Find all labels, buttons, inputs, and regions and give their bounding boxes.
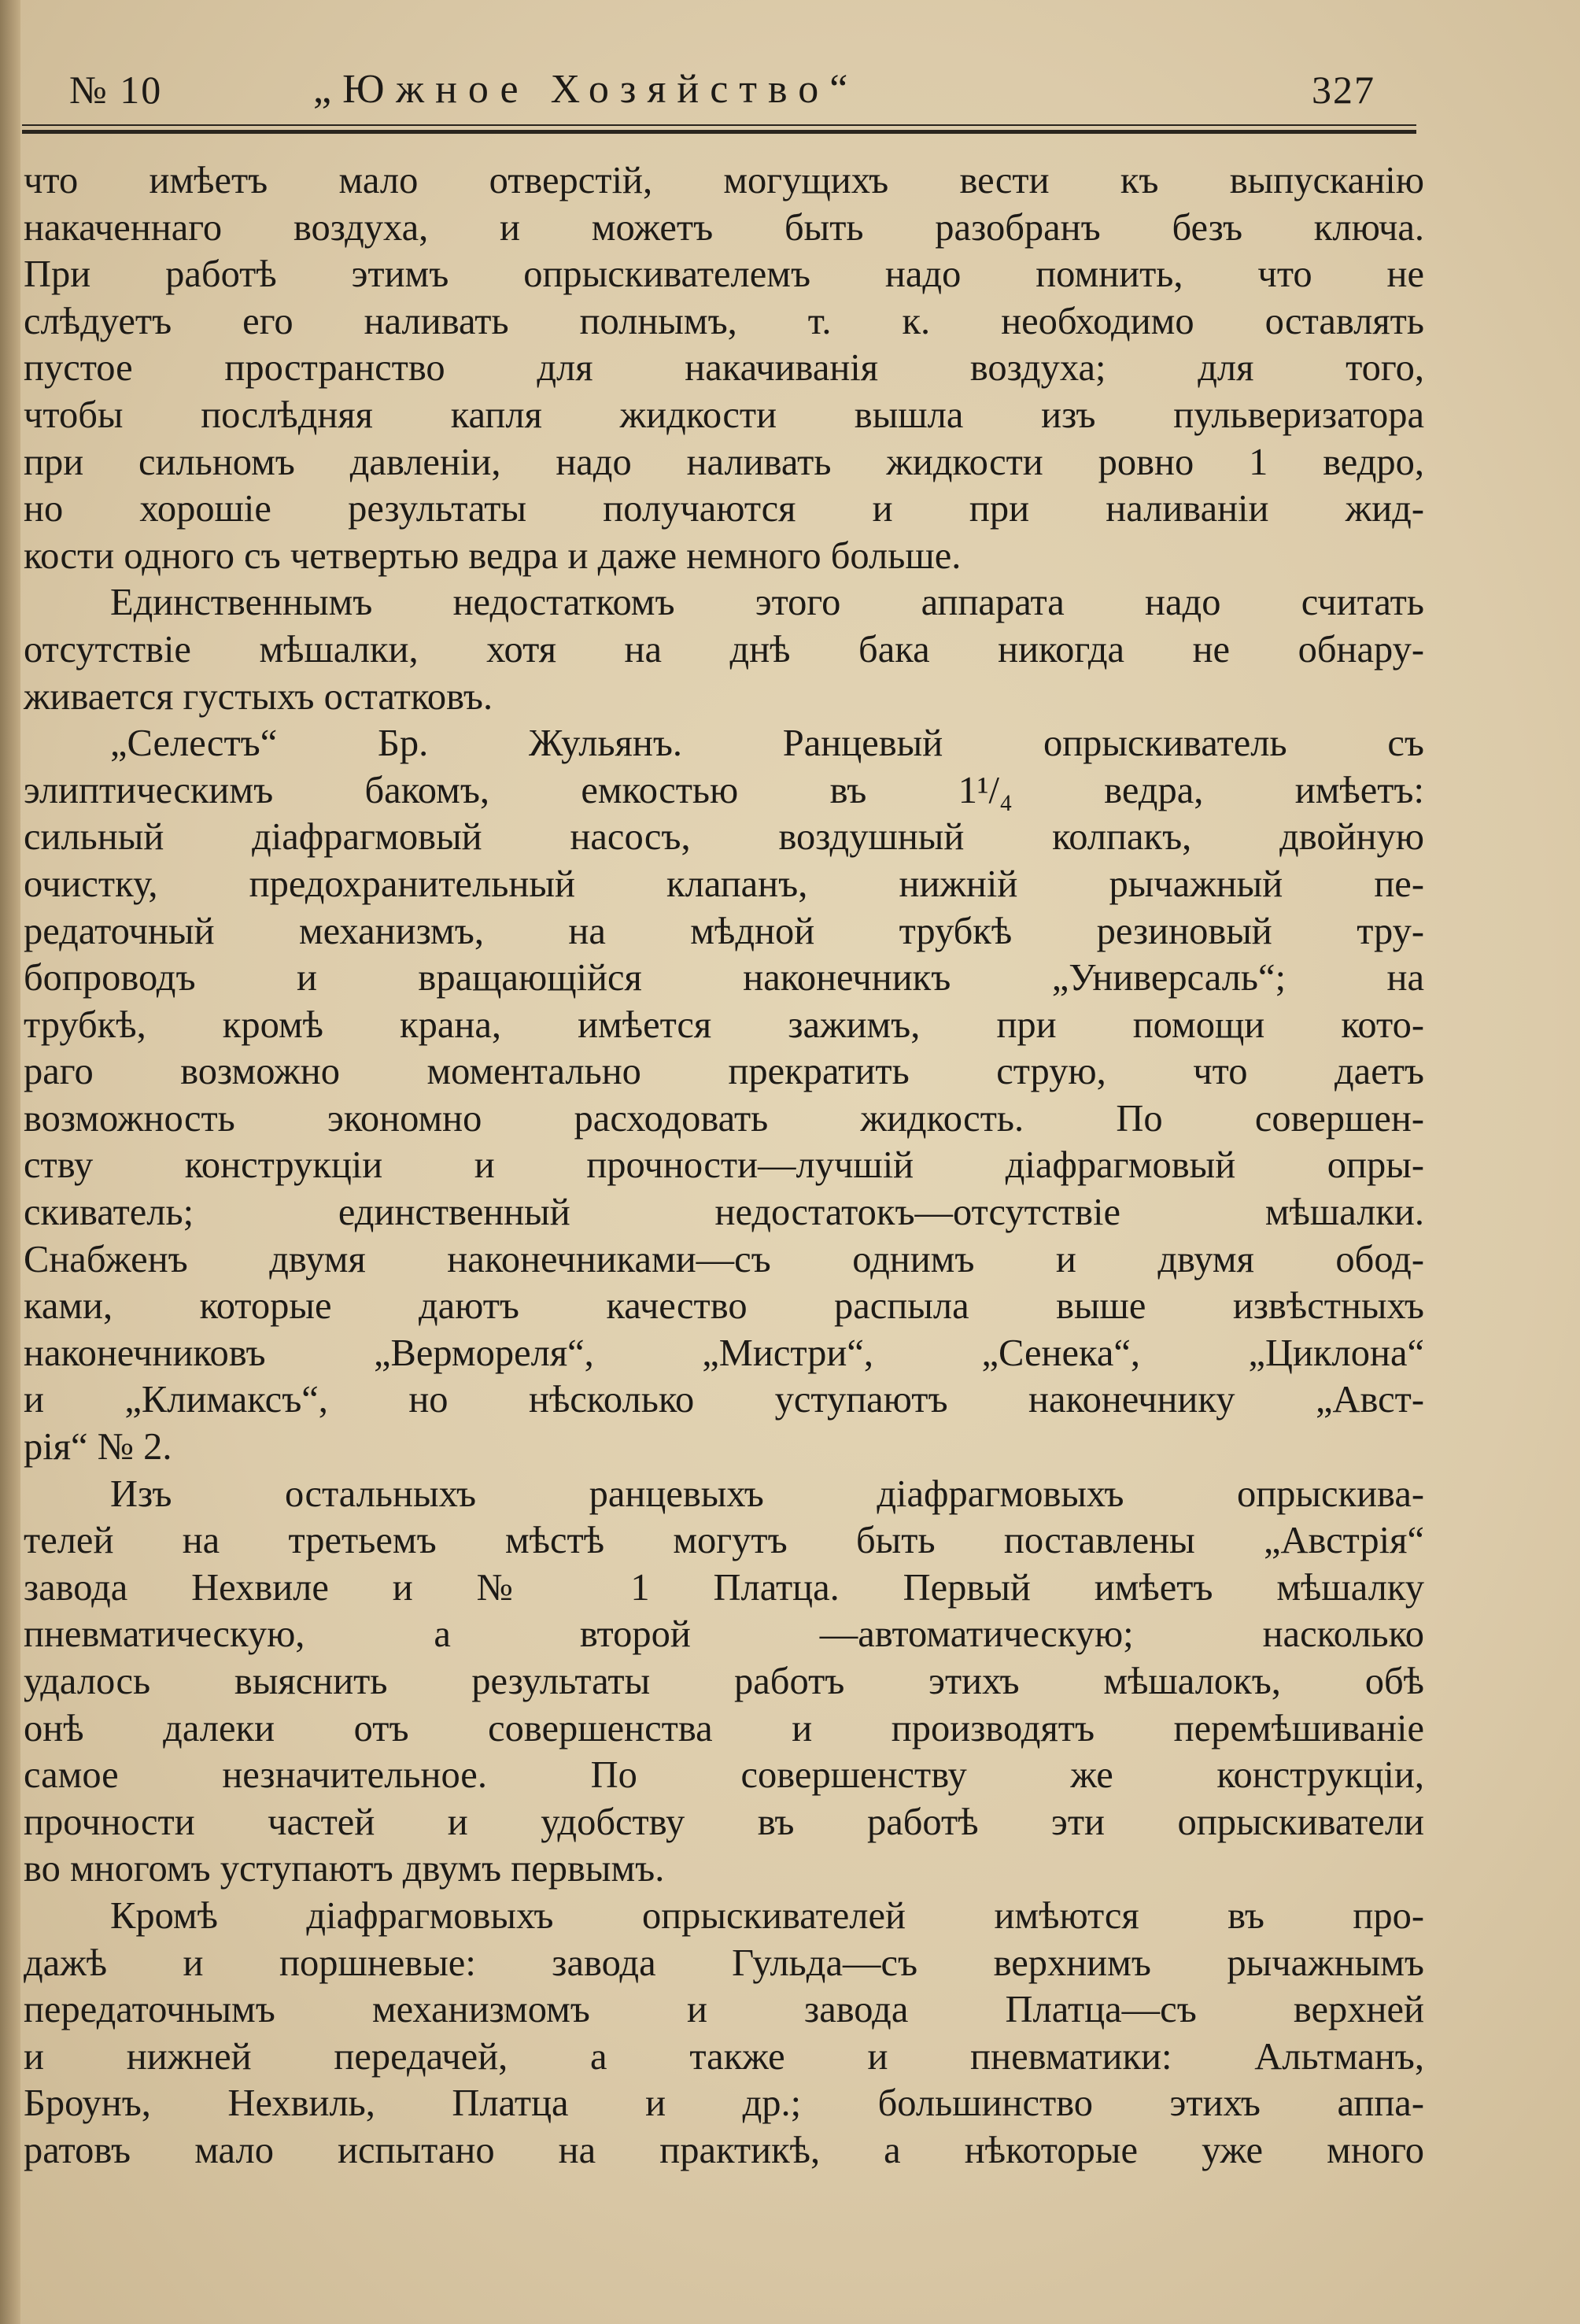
article-body [24,157,1424,2174]
text-line: и „Климаксъ“, но нѣсколько уступаютъ наконечнику „Авст- [24,1379,1424,1421]
text-line: и нижней передачей, а также и пневматики: Альтманъ, [24,2035,1424,2078]
text-line: передаточнымъ механизмомъ и завода Платца—съ верхней [24,1989,1424,2031]
text-line: скиватель; единственный недостатокъ—отсутствіе мѣшалки. [24,1192,1424,1234]
text-line: „Селестъ“ Бр. Жульянъ. Ранцевый опрыскиватель съ [110,722,1424,765]
text-line: пневматическую, а второй —автоматическую; насколько [24,1613,1424,1656]
text-line: удалось выяснить результаты работъ этихъ мѣшалокъ, обѣ [24,1661,1424,1702]
text-line: При работѣ этимъ опрыскивателемъ надо помнить, что не [24,253,1424,296]
text-line: Кромѣ діафрагмовыхъ опрыскивателей имѣются въ про- [110,1894,1424,1937]
text-line: трубкѣ, кромѣ крана, имѣется зажимъ, при помощи кото- [24,1003,1424,1046]
text-line: во многомъ уступаютъ двумъ первымъ. [24,1848,665,1890]
text-line: ками, которые даютъ качество распыла выше извѣстныхъ [24,1285,1424,1328]
text-line: чтобы послѣдняя капля жидкости вышла изъ пульверизатора [24,393,1424,436]
text-line: самое незначительное. По совершенству же конструкціи, [24,1754,1424,1797]
text-line: кости одного съ четвертью ведра и даже немного больше. [24,534,962,577]
text-line: элиптическимъ бакомъ, емкостью въ 1¹/₄ ведра, имѣетъ: [24,769,1424,811]
text-line: раго возможно моментально прекратить струю, что даетъ [24,1051,1424,1093]
text-line: рія“ № 2. [24,1426,172,1469]
text-line: что имѣетъ мало отверстій, могущихъ вести къ выпусканію [24,160,1424,201]
text-line: при сильномъ давленіи, надо наливать жидкости ровно 1 ведро, [24,441,1424,483]
text-line: Изъ остальныхъ ранцевыхъ діафрагмовыхъ опрыскива- [110,1472,1424,1515]
text-line: Броунъ, Нехвиль, Платца и др.; большинство этихъ аппа- [24,2082,1424,2125]
text-line: слѣдуетъ его наливать полнымъ, т. к. необходимо оставлять [24,300,1424,342]
header-rule-thick [22,130,1416,134]
text-line: завода Нехвиле и № 1 Платца. Первый имѣетъ мѣшалку [24,1566,1424,1609]
issue-number: № 10 [69,68,163,112]
text-line: телей на третьемъ мѣстѣ могутъ быть поставлены „Австрія“ [24,1520,1424,1562]
text-line: наконечниковъ „Вермореля“, „Мистри“, „Сенека“, „Циклона“ [24,1332,1424,1374]
page-spine-shadow [0,0,20,2324]
text-line: но хорошіе результаты получаются и при наливаніи жид- [24,488,1424,530]
journal-title: „Южное Хозяйство“ [313,67,859,112]
text-line: очистку, предохранительный клапанъ, нижній рычажный пе- [24,863,1424,905]
header-rule-thin [22,124,1416,126]
text-line: Единственнымъ недостаткомъ этого аппарата надо считать [110,582,1424,624]
text-line: Снабженъ двумя наконечниками—съ однимъ и двумя обод- [24,1238,1424,1280]
text-line: онѣ далеки отъ совершенства и производятъ перемѣшиваніе [24,1707,1424,1749]
text-line: ству конструкціи и прочности—лучшій діафрагмовый опры- [24,1144,1424,1187]
text-line: живается густыхъ остатковъ. [24,675,493,718]
page-number: 327 [1312,68,1375,112]
text-line: пустое пространство для накачиванія воздуха; для того, [24,347,1424,390]
text-line: ратовъ мало испытано на практикѣ, а нѣкоторые уже много [24,2129,1424,2171]
text-line: дажѣ и поршневые: завода Гульда—съ верхнимъ рычажнымъ [24,1942,1424,1984]
text-line: сильный діафрагмовый насосъ, воздушный колпакъ, двойную [24,816,1424,859]
running-header [69,61,1375,118]
text-line: редаточный механизмъ, на мѣдной трубкѣ резиновый тру- [24,910,1424,952]
text-line: бопроводъ и вращающійся наконечникъ „Универсаль“; на [24,957,1424,999]
text-line: прочности частей и удобству въ работѣ эти опрыскиватели [24,1801,1424,1843]
text-line: возможность экономно расходовать жидкость. По совершен- [24,1097,1424,1140]
text-line: накаченнаго воздуха, и можетъ быть разобранъ безъ ключа. [24,206,1424,249]
text-line: отсутствіе мѣшалки, хотя на днѣ бака никогда не обнару- [24,628,1424,671]
